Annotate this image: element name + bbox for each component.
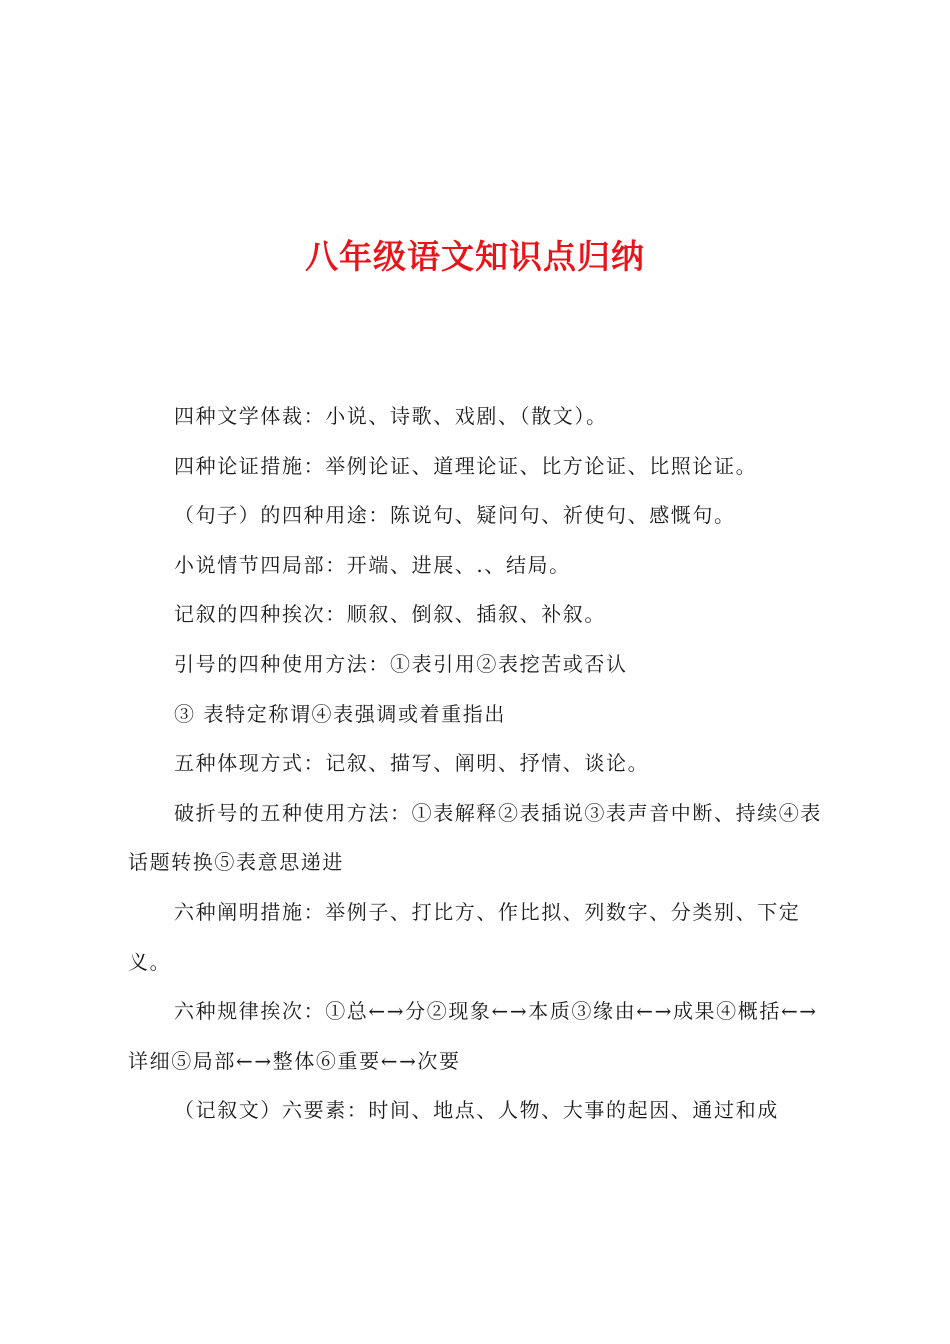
paragraph: 四种文学体裁：小说、诗歌、戏剧、（散文）。 — [174, 404, 608, 428]
paragraph: 记叙的四种挨次：顺叙、倒叙、插叙、补叙。 — [174, 602, 606, 627]
paragraph: 五种体现方式：记叙、描写、阐明、抒情、谈论。 — [174, 751, 650, 776]
paragraph: 引号的四种使用方法：①表引用②表挖苦或否认 — [174, 651, 628, 676]
document-body — [128, 392, 830, 1136]
paragraph: 四种论证措施：举例论证、道理论证、比方论证、比照论证。 — [174, 453, 758, 478]
paragraph: 破折号的五种使用方法：①表解释②表插说③表声音中断、持续④表话题转换⑤表意思递进 — [128, 800, 822, 875]
paragraph: （句子）的四种用途：陈说句、疑问句、祈使句、感慨句。 — [174, 503, 736, 528]
paragraph: ③ 表特定称谓④表强调或着重指出 — [174, 701, 506, 726]
paragraph: 六种阐明措施：举例子、打比方、作比拟、列数字、分类别、下定义。 — [128, 899, 801, 974]
page-title: 八年级语文知识点归纳 — [305, 237, 645, 277]
paragraph: （记叙文）六要素：时间、地点、人物、大事的起因、通过和成 — [174, 1098, 779, 1123]
paragraph: 六种规律挨次：①总←→分②现象←→本质③缘由←→成果④概括←→详细⑤局部←→整体⑥重要←→次要 — [128, 999, 818, 1073]
paragraph: 小说情节四局部：开端、进展、.、结局。 — [174, 552, 571, 577]
